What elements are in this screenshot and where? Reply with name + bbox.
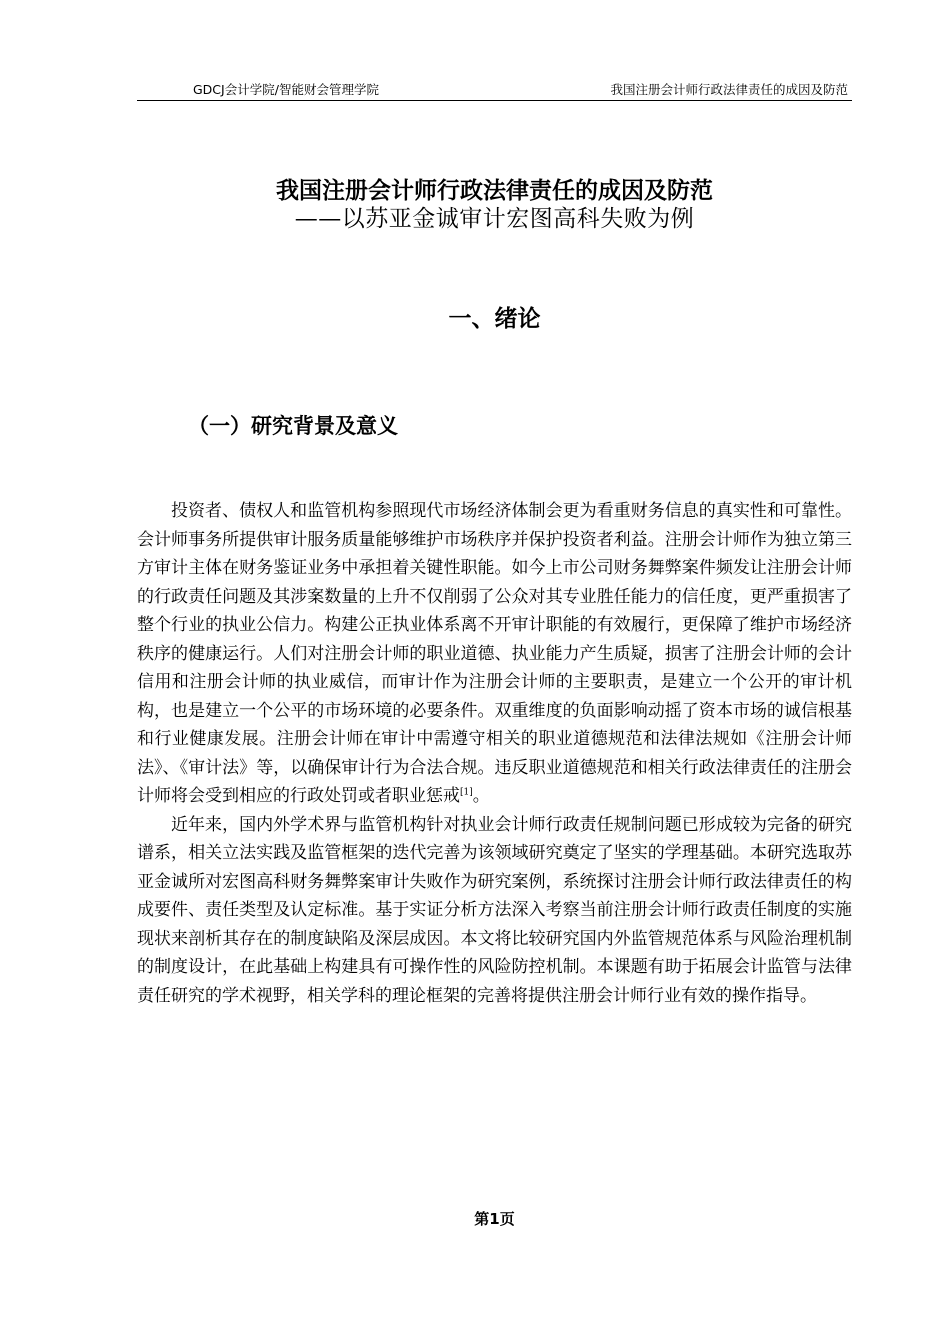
paper-title: 我国注册会计师行政法律责任的成因及防范	[276, 178, 713, 204]
paragraph-2-text: 近年来，国内外学术界与监管机构针对执业会计师行政责任规制问题已形成较为完备的研究谱系，相关立法实践及监管框架的迭代完善为该领域研究奠定了坚实的学理基础。本研究选取苏亚金诚所对宏图高科财务舞弊案审计失败作为研究案例，系统探讨注册会计师行政法律责任的构成要件、责任类型及认定标准。基于实证分析方法深入考察当前注册会计师行政责任制度的实施现状来剖析其存在的制度缺陷及深层成因。本文将比较研究国内外监管规范体系与风险治理机制的制度设计，在此基础上构建具有可操作性的风险防控机制。本课题有助于拓展会计监管与法律责任研究的学术视野，相关学科的理论框架的完善将提供注册会计师行业有效的操作指导。	[137, 814, 852, 1006]
body-text	[137, 497, 852, 1010]
paragraph-1-tail: 。	[472, 786, 490, 806]
paper-subtitle: ——以苏亚金诚审计宏图高科失败为例	[294, 206, 695, 232]
chapter-heading: 一、绪论	[448, 306, 541, 332]
paragraph-1	[137, 497, 852, 811]
paragraph-1-text: 投资者、债权人和监管机构参照现代市场经济体制会更为看重财务信息的真实性和可靠性。会计师事务所提供审计服务质量能够维护市场秩序并保护投资者利益。注册会计师作为独立第三方审计主体在财务鉴证业务中承担着关键性职能。如今上市公司财务舞弊案件频发让注册会计师的行政责任问题及其涉案数量的上升不仅削弱了公众对其专业胜任能力的信任度，更严重损害了整个行业的执业公信力。构建公正执业体系离不开审计职能的有效履行，更保障了维护市场经济秩序的健康运行。人们对注册会计师的职业道德、执业能力产生质疑，损害了注册会计师的会计信用和注册会计师的执业威信，而审计作为注册会计师的主要职责，是建立一个公开的审计机构，也是建立一个公平的市场环境的必要条件。双重维度的负面影响动摇了资本市场的诚信根基和行业健康发展。注册会计师在审计中需遵守相关的职业道德规范和法律法规如《注册会计师法》、《审计法》等，以确保审计行为合法合规。违反职业道德规范和相关行政法律责任的注册会计师将会受到相应的行政处罚或者职业惩戒	[137, 501, 852, 806]
paragraph-2	[137, 811, 852, 1011]
section-heading: （一）研究背景及意义	[188, 414, 398, 438]
header-paper-title: 我国注册会计师行政法律责任的成因及防范	[610, 82, 848, 97]
header-institution: GDCJ会计学院/智能财会管理学院	[193, 82, 379, 97]
page-header	[137, 76, 852, 101]
page-number: 第1页	[474, 1210, 515, 1228]
citation-1[interactable]: [1]	[460, 787, 473, 798]
